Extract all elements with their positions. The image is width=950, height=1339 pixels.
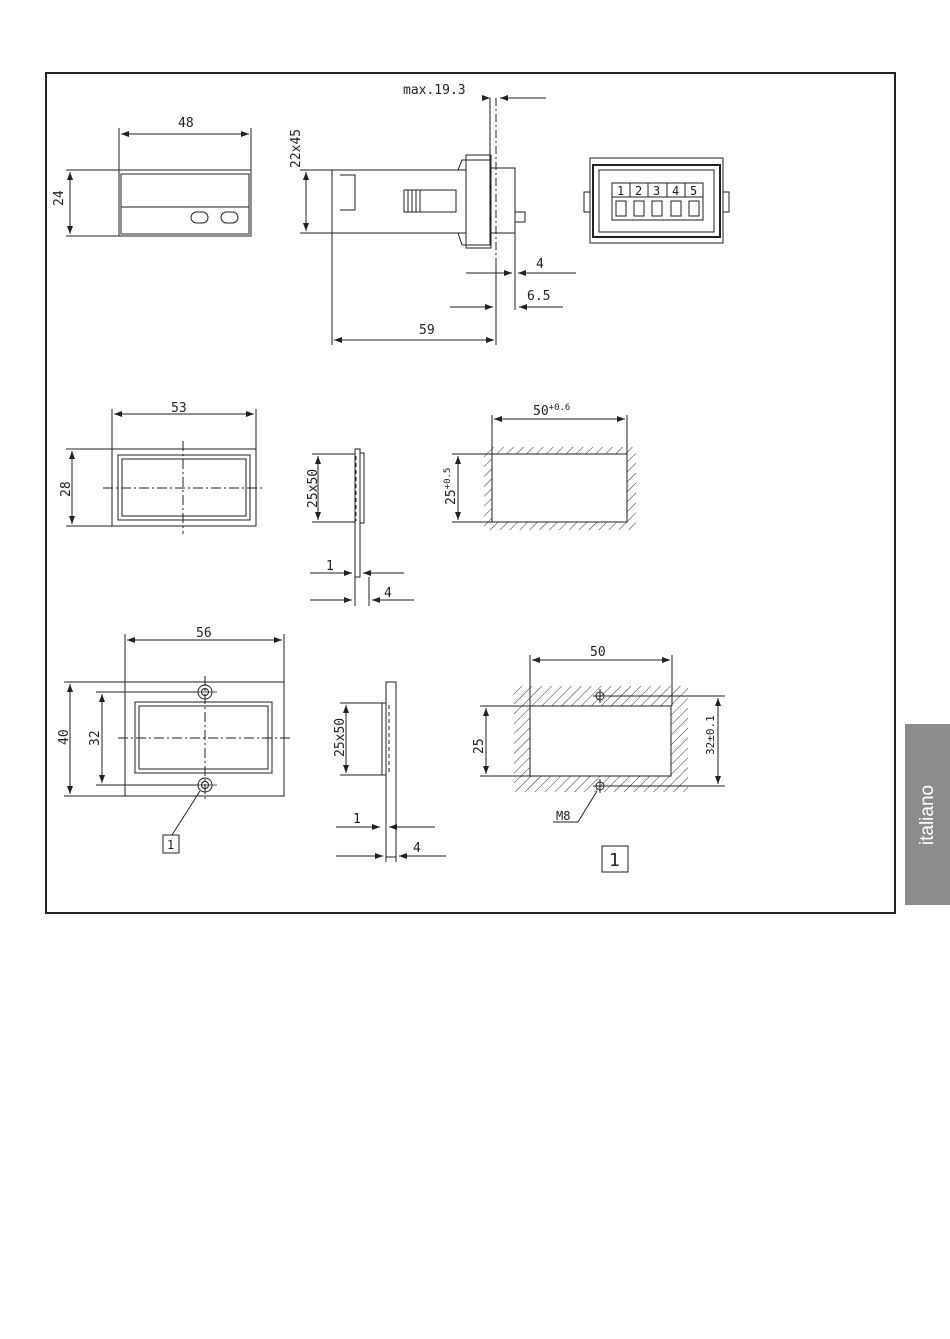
panel-cutout-50x25 [452, 415, 636, 530]
callout-marker-1: 1 [167, 838, 175, 852]
terminal-2: 2 [635, 184, 643, 198]
dim-6-5: 6.5 [527, 289, 551, 304]
bezel-side-40 [336, 682, 446, 862]
dim-25: 25 [472, 738, 487, 754]
dim-50: 50 [590, 645, 606, 660]
dim-40: 40 [57, 729, 72, 745]
drawing-frame [46, 73, 895, 913]
dim-25x50-a: 25x50 [306, 468, 321, 508]
dim-53: 53 [171, 401, 187, 416]
dim-24: 24 [52, 190, 67, 206]
terminal-1: 1 [617, 184, 625, 198]
language-tab-label: italiano [916, 784, 938, 845]
dim-28: 28 [59, 481, 74, 497]
dim-1-b: 1 [353, 812, 361, 827]
dim-48: 48 [178, 116, 194, 131]
side-view [300, 98, 576, 345]
rear-view-terminals [584, 158, 729, 243]
dim-32-tol: 32±0.1 [704, 715, 717, 755]
dim-4-top: 4 [536, 257, 544, 272]
dim-32: 32 [88, 730, 103, 746]
dim-25-tol: $25^{+0.5}$ [443, 467, 459, 505]
language-tab[interactable] [905, 724, 950, 905]
terminal-3: 3 [653, 184, 661, 198]
terminal-4: 4 [672, 184, 680, 198]
dim-4-a: 4 [384, 586, 392, 601]
thread-m8-label: M8 [556, 809, 571, 823]
dim-1-a: 1 [326, 559, 334, 574]
dim-4-b: 4 [413, 841, 421, 856]
dim-59: 59 [419, 323, 435, 338]
dim-50-tol-sup: +0.6 [548, 403, 571, 413]
front-view-48x24 [66, 128, 251, 236]
terminal-5: 5 [690, 184, 698, 198]
dim-22x45: 22x45 [289, 128, 304, 168]
bezel-53x28 [66, 409, 262, 534]
dim-56: 56 [196, 626, 212, 641]
bezel-side-28 [310, 449, 414, 606]
dim-max-19-3: max.19.3 [403, 83, 466, 98]
dim-25x50-b: 25x50 [333, 717, 348, 757]
dim-50-tol: $50^{+0.6}$ [533, 403, 571, 419]
figure-label-1: 1 [609, 850, 620, 871]
panel-cutout-50x25-m8 [480, 655, 725, 872]
dim-25-tol-sup: +0.5 [443, 467, 453, 490]
